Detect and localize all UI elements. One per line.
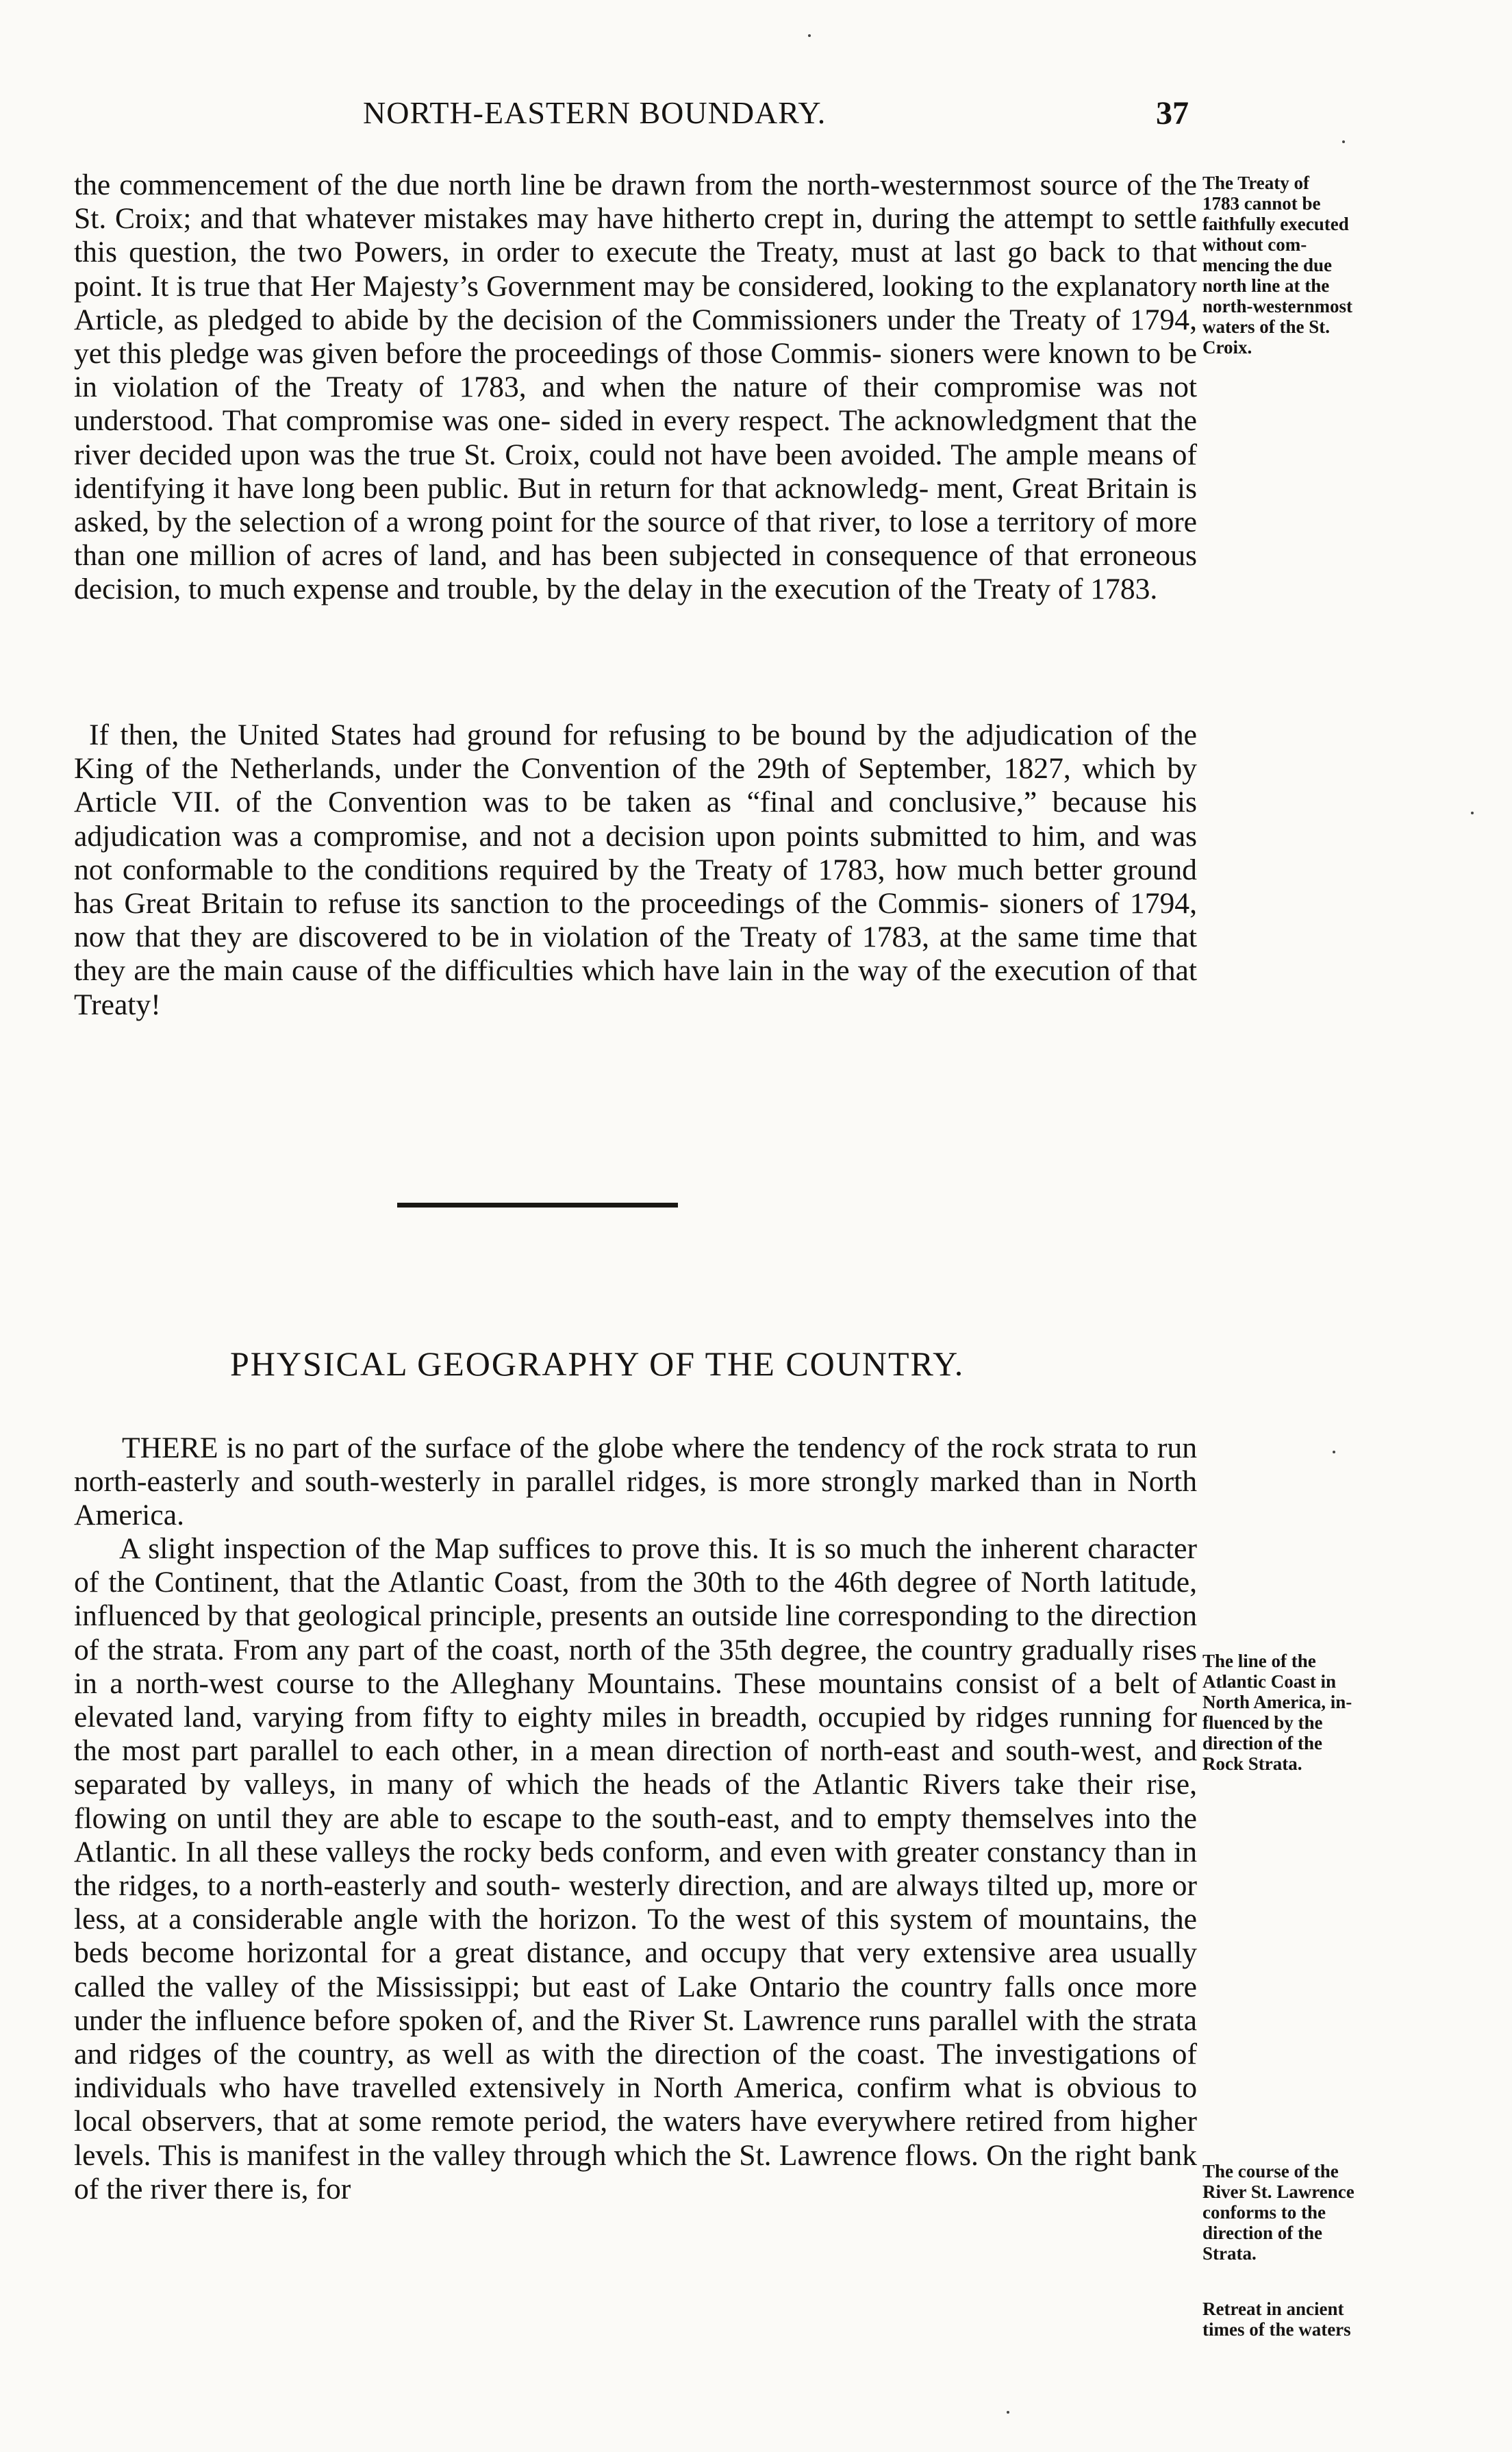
marginal-note-retreat-of-waters: Retreat in ancient times of the waters <box>1202 2299 1351 2340</box>
scan-speck <box>808 34 811 37</box>
marginal-note-st-lawrence: The course of the River St. Lawrence conforms to the direction of the Strata. <box>1202 2161 1354 2264</box>
running-head: NORTH-EASTERN BOUNDARY. <box>363 95 827 130</box>
scan-speck <box>1333 1451 1335 1453</box>
page-number: 37 <box>1156 95 1189 132</box>
scan-speck <box>1471 812 1474 814</box>
paragraph-text: the commencement of the due north line be drawn from the north-westernmost source of the St. Croix; and that whatever mistakes may have hitherto crept in, during the attempt to settle this question, the two Powers, in order to execute the Treaty, must at last go back to that point. It is true that Her Majesty’s Government may be considered, looking to the explanatory Article, as pledged to abide by the decision of the Commissioners under the Treaty of 1794, yet this pledge was given before the proceedings of those Commis- sioners were known to be in violation of the Treaty of 1783, and when the nature of their compromise was not understood. That compromise was one- sided in every respect. The acknowledgment that the river decided upon was the true St. Croix, could not have been avoided. The ample means of identifying it have long been public. But in return for that acknowledg- ment, Great Britain is asked, by the selection of a wrong point for the source of that river, to lose a territory of more than one million of acres of land, and has been subjected in consequence of that erroneous decision, to much expense and trouble, by the delay in the execution of the Treaty of 1783. <box>74 168 1198 606</box>
paragraph-united-states-argument <box>74 718 1197 1022</box>
paragraph-boundary-argument <box>74 168 1197 607</box>
section-divider-rule <box>397 1203 678 1208</box>
page-header <box>0 95 1512 142</box>
paragraph-rock-strata-intro <box>74 1431 1197 1533</box>
marginal-note-atlantic-coast: The line of the Atlantic Coast in North America, in- fluenced by the direction of the Rock Strata. <box>1202 1651 1352 1774</box>
scan-speck <box>1342 140 1345 143</box>
marginal-note-treaty: The Treaty of 1783 cannot be faithfully executed without com- mencing the due north line at the north-westernmost waters of the St. Croix. <box>1202 173 1352 358</box>
paragraph-map-inspection <box>74 1532 1197 2206</box>
paragraph-text: If then, the United States had ground for refusing to be bound by the adjudication of the King of the Netherlands, under the Convention of the 29th of September, 1827, which by Article VII. of the Convention was to be taken as “final and conclusive,” because his adjudication was a compromise, and not a decision upon points submitted to him, and was not conformable to the conditions required by the Treaty of 1783, how much better ground has Great Britain to refuse its sanction to the proceedings of the Commis- sioners of 1794, now that they are discovered to be in violation of the Treaty of 1783, at the same time that they are the main cause of the difficulties which have lain in the way of the execution of that Treaty! <box>74 718 1198 1021</box>
paragraph-text: A slight inspection of the Map suffices to prove this. It is so much the inherent character of the Continent, that the Atlantic Coast, from the 30th to the 46th degree of North latitude, influenced by that geological principle, presents an outside line corresponding to the direction of the strata. From any part of the coast, north of the 35th degree, the country gradually rises in a north-west course to the Alleghany Mountains. These mountains consist of a belt of elevated land, varying from fifty to eighty miles in breadth, occupied by ridges running for the most part parallel to each other, in a mean direction of north-east and south-west, and separated by valleys, in many of which the heads of the Atlantic Rivers take their rise, flowing on until they are able to escape to the south-east, and to empty themselves into the Atlantic. In all these valleys the rocky beds conform, and even with greater constancy than in the ridges, to a north-easterly and south- westerly direction, and are always tilted up, more or less, at a considerable angle with the horizon. To the west of this system of mountains, the beds become horizontal for a great distance, and occupy that very extensive area usually called the valley of the Mississippi; but east of Lake Ontario the country falls once more under the influence before spoken of, and the River St. Lawrence runs parallel with the strata and ridges of the country, as well as with the direction of the coast. The investigations of individuals who have travelled extensively in North America, confirm what is obvious to local observers, that at some remote period, the waters have everywhere retired from higher levels. This is manifest in the valley through which the St. Lawrence flows. On the right bank of the river there is, for <box>74 1532 1197 2205</box>
paragraph-text: THERE is no part of the surface of the globe where the tendency of the rock strata to run north-easterly and south-westerly in parallel ridges, is more strongly marked than in North America. <box>74 1431 1198 1532</box>
scan-speck <box>1007 2411 1009 2414</box>
section-title: PHYSICAL GEOGRAPHY OF THE COUNTRY. <box>230 1344 965 1383</box>
